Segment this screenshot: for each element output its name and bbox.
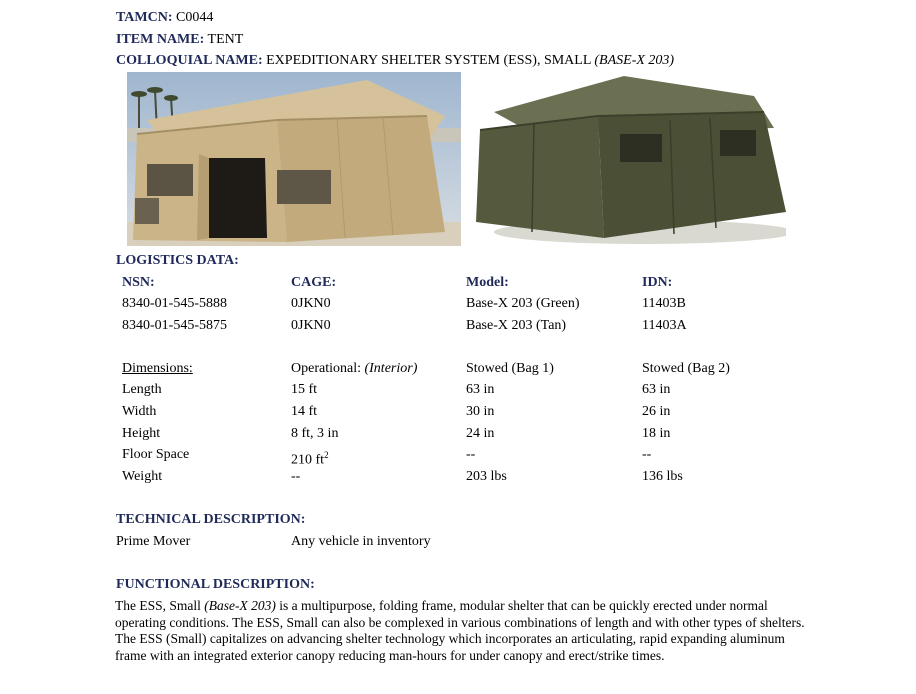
- operational-interior: (Interior): [364, 361, 418, 376]
- functional-text-1: The ESS, Small: [115, 598, 205, 613]
- dim-operational: 14 ft: [291, 404, 318, 419]
- dim-bag2: 18 in: [642, 426, 671, 441]
- dim-bag1: 30 in: [466, 404, 495, 419]
- dim-bag1: 24 in: [466, 426, 495, 441]
- functional-description: [115, 598, 815, 664]
- dim-bag1-header: Stowed (Bag 1): [466, 361, 554, 376]
- dim-bag2: 63 in: [642, 382, 671, 397]
- logistics-title: LOGISTICS DATA:: [116, 253, 239, 268]
- idn-cell: 11403A: [642, 318, 687, 333]
- dim-row-label: Height: [122, 426, 161, 441]
- green-tent-photo: [474, 72, 786, 248]
- dim-operational-header: [291, 360, 417, 378]
- model-cell: Base-X 203 (Tan): [466, 318, 567, 333]
- colloquial-italic: (BASE-X 203): [594, 53, 675, 68]
- colloquial-value: EXPEDITIONARY SHELTER SYSTEM (ESS), SMALL: [266, 53, 591, 68]
- dim-bag1: --: [466, 447, 476, 462]
- nsn-cell: 8340-01-545-5875: [122, 318, 227, 333]
- colloquial-line: [116, 52, 674, 70]
- dim-row-label: Width: [122, 404, 157, 419]
- item-name-line: [116, 31, 243, 49]
- functional-title: FUNCTIONAL DESCRIPTION:: [116, 577, 315, 592]
- dim-bag1: 203 lbs: [466, 469, 507, 484]
- dim-operational: 15 ft: [291, 382, 318, 397]
- prime-mover-value: Any vehicle in inventory: [291, 534, 431, 549]
- functional-text-2: is a multipurpose, folding frame, modular shelter that can be quickly erected under normal operating conditions. The ESS, Small can also be complexed in various combinations of length and with other types of shelters. The ESS (Small) capitalizes on advancing shelter technology which incorporates an articulating, rapid expanding aluminum frame with an integrated exterior canopy reducing man-hours for under canopy and erect/strike times.: [115, 598, 805, 663]
- dim-operational: --: [291, 469, 301, 484]
- dim-bag1: 63 in: [466, 382, 495, 397]
- functional-text-italic: (Base-X 203): [204, 598, 276, 613]
- floor-space-value: 210 ft: [291, 452, 325, 468]
- item-name-label: ITEM NAME:: [116, 32, 205, 47]
- col-nsn: NSN:: [122, 275, 155, 290]
- tamcn-label: TAMCN:: [116, 10, 173, 25]
- dim-row-label: Length: [122, 382, 162, 397]
- model-cell: Base-X 203 (Green): [466, 296, 580, 311]
- colloquial-label: COLLOQUIAL NAME:: [116, 53, 263, 68]
- col-idn: IDN:: [642, 275, 673, 290]
- item-name-value: TENT: [207, 32, 244, 47]
- idn-cell: 11403B: [642, 296, 686, 311]
- dim-bag2: 136 lbs: [642, 469, 683, 484]
- tan-tent-photo: [127, 72, 461, 246]
- tamcn-line: [116, 9, 213, 27]
- dim-bag2: 26 in: [642, 404, 671, 419]
- cage-cell: 0JKN0: [291, 318, 331, 333]
- dim-row-label: Weight: [122, 469, 163, 484]
- dim-bag2-header: Stowed (Bag 2): [642, 361, 730, 376]
- dim-operational: [291, 446, 329, 470]
- dim-bag2: --: [642, 447, 652, 462]
- prime-mover-label: Prime Mover: [116, 534, 191, 549]
- dim-operational: 8 ft, 3 in: [291, 426, 339, 441]
- cage-cell: 0JKN0: [291, 296, 331, 311]
- col-cage: CAGE:: [291, 275, 337, 290]
- technical-title: TECHNICAL DESCRIPTION:: [116, 512, 306, 527]
- nsn-cell: 8340-01-545-5888: [122, 296, 227, 311]
- dim-row-label: Floor Space: [122, 447, 190, 462]
- col-model: Model:: [466, 275, 509, 290]
- dimensions-label: Dimensions:: [122, 361, 193, 376]
- floor-space-superscript: 2: [324, 450, 329, 460]
- operational-label: Operational:: [291, 361, 361, 376]
- tamcn-value: C0044: [176, 10, 214, 25]
